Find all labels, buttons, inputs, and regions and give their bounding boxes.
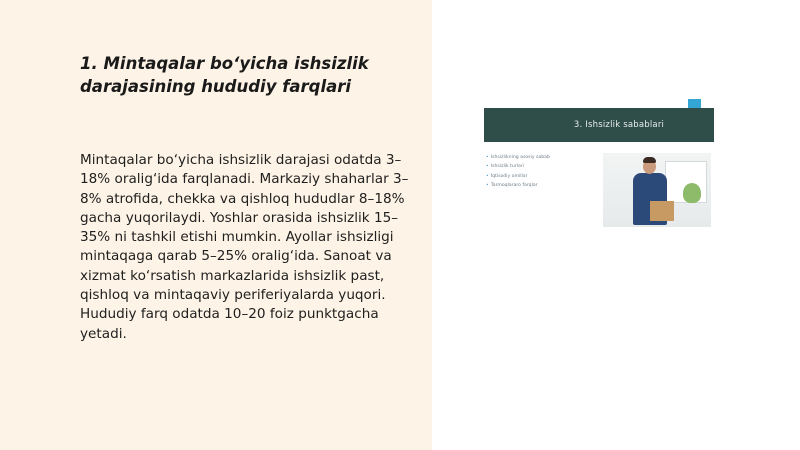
thumbnail-bullet: • Ishsizlikning asosiy sabab xyxy=(486,153,606,162)
thumbnail-bullet-list xyxy=(486,153,606,191)
slide-title: 1. Mintaqalar bo‘yicha ishsizlik darajasining hududiy farqlari xyxy=(80,54,369,96)
photo-cardboard-box xyxy=(650,201,674,221)
thumbnail-photo-man-with-box xyxy=(603,153,711,227)
thumbnail-bullet: • Iqtisodiy omillar xyxy=(486,172,606,181)
thumbnail-header-title: 3. Ishsizlik sabablari xyxy=(573,120,665,130)
thumbnail-header xyxy=(484,108,714,142)
photo-plant xyxy=(683,183,701,203)
slide-body-text: Mintaqalar bo‘yicha ishsizlik darajasi odatda 3–18% oralig‘ida farqlanadi. Markaziy shaharlar 3–8% atrofida, chekka va qishloq hududlar 8–18% gacha yuqorilaydi. Yoshlar orasida ishsizlik 15–35% ni tashkil etishi mumkin. Ayollar ishsizligi mintaqaga qarab 5–25% oralig‘ida. Sanoat va xizmat ko‘rsatish markazlarida ishsizlik past, qishloq va mintaqaviy periferiyalarda yuqori. Hududiy farq odatda 10–20 foiz punktgacha yetadi. xyxy=(80,152,409,342)
thumbnail-bullet: • Tarmoqlararo farqlar xyxy=(486,181,606,190)
photo-person-hair xyxy=(643,157,656,163)
thumbnail-bullet: • Ishsizlik turlari xyxy=(486,162,606,171)
